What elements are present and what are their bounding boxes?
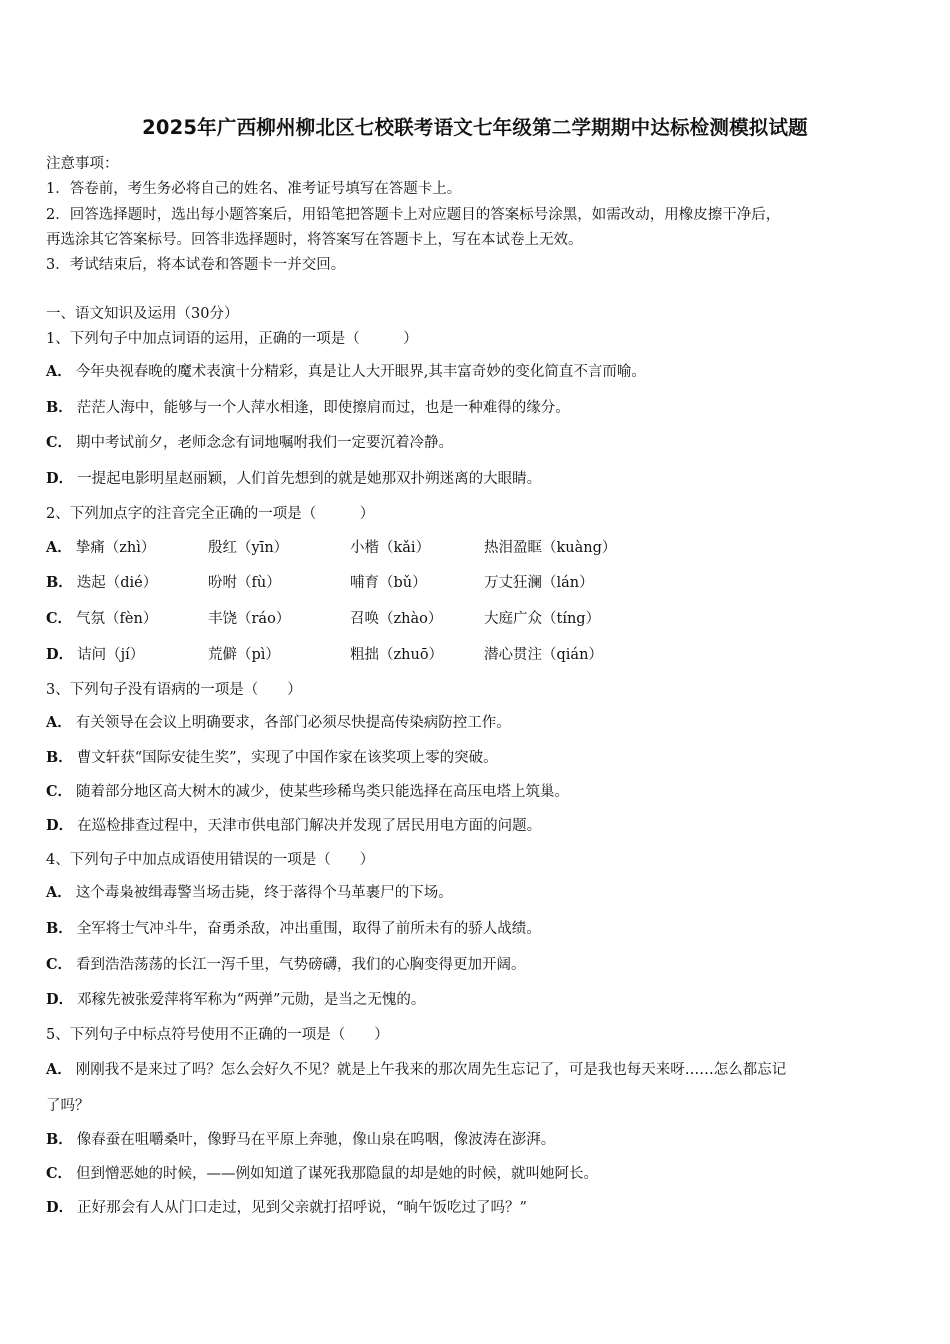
- option-text: 在巡检排查过程中，天津市供电部门解决并发现了居民用电方面的问题。: [77, 818, 542, 834]
- q5-option-d: [46, 1196, 527, 1217]
- question-2-stem: 2、下列加点字的注音完全正确的一项是（ ）: [46, 506, 375, 522]
- pinyin-item: 吩咐（fù）: [208, 575, 281, 591]
- option-letter: C．: [46, 1165, 73, 1182]
- q4-option-c: [46, 953, 526, 974]
- option-text: 刚刚我不是来过了吗？怎么会好久不见？就是上午我来的那次周先生忘记了，可是我也每天来呀……怎么都忘记: [75, 1062, 787, 1078]
- q1-option-b: [46, 396, 570, 417]
- notice-item: 1．答卷前，考生务必将自己的姓名、准考证号填写在答题卡上。: [46, 181, 462, 197]
- pinyin-item: 荒僻（pì）: [208, 647, 280, 663]
- option-letter: B．: [46, 399, 73, 416]
- pinyin-item: 小楷（kǎi）: [350, 540, 431, 556]
- option-letter: A．: [46, 363, 72, 380]
- option-text: 但到憎恶她的时候，——例如知道了谋死我那隐鼠的却是她的时候，就叫她阿长。: [76, 1166, 599, 1182]
- q3-option-b: [46, 746, 498, 767]
- pinyin-item: 热泪盈眶（kuàng）: [484, 540, 617, 556]
- option-letter: A．: [46, 539, 72, 556]
- pinyin-item: 潜心贯注（qián）: [484, 647, 603, 663]
- pinyin-item: 诘问（jí）: [77, 647, 145, 663]
- option-letter: B．: [46, 574, 73, 591]
- option-letter: B．: [46, 1131, 73, 1148]
- pinyin-item: 挚痛（zhì）: [75, 540, 156, 556]
- notice-item: 3．考试结束后，将本试卷和答题卡一并交回。: [46, 257, 346, 273]
- pinyin-item: 气氛（fèn）: [76, 611, 158, 627]
- q3-option-a: [46, 711, 511, 732]
- option-text: 一提起电影明星赵丽颖，人们首先想到的就是她那双扑朔迷离的大眼睛。: [77, 471, 542, 487]
- option-text: 期中考试前夕，老师念念有词地嘱咐我们一定要沉着冷静。: [76, 435, 454, 451]
- option-text: 像春蚕在咀嚼桑叶，像野马在平原上奔驰，像山泉在呜咽，像波涛在澎湃。: [76, 1132, 556, 1148]
- option-text: 今年央视春晚的魔术表演十分精彩，真是让人大开眼界,其丰富奇妙的变化简直不言而喻。: [75, 364, 646, 380]
- q5-option-c: [46, 1162, 598, 1183]
- q5-option-a-continued: 了吗？: [46, 1098, 90, 1114]
- option-letter: D．: [46, 817, 74, 834]
- notice-item: 再选涂其它答案标号。回答非选择题时，将答案写在答题卡上，写在本试卷上无效。: [46, 232, 583, 248]
- option-letter: D．: [46, 646, 74, 663]
- option-cell: [46, 536, 155, 557]
- question-4-stem: 4、下列句子中加点成语使用错误的一项是（ ）: [46, 852, 375, 868]
- q3-option-c: [46, 780, 569, 801]
- pinyin-item: 哺育（bǔ）: [350, 575, 427, 591]
- option-text: 曹文轩获“国际安徒生奖”，实现了中国作家在该奖项上零的突破。: [76, 750, 498, 766]
- option-cell: [46, 643, 144, 664]
- option-letter: B．: [46, 749, 73, 766]
- q1-option-c: [46, 431, 453, 452]
- question-1-stem: 1、下列句子中加点词语的运用，正确的一项是（ ）: [46, 331, 418, 347]
- pinyin-item: 召唤（zhào）: [350, 611, 443, 627]
- pinyin-item: 万丈狂澜（lán）: [484, 575, 594, 591]
- option-text: 随着部分地区高大树木的减少，使某些珍稀鸟类只能选择在高压电塔上筑巢。: [76, 784, 570, 800]
- option-letter: A．: [46, 714, 72, 731]
- option-text: 茫茫人海中，能够与一个人萍水相逢，即使擦肩而过，也是一种难得的缘分。: [76, 400, 570, 416]
- option-letter: C．: [46, 434, 73, 451]
- q4-option-d: [46, 988, 425, 1009]
- pinyin-item: 殷红（yīn）: [208, 540, 289, 556]
- option-text: 正好那会有人从门口走过，见到父亲就打招呼说，“晌午饭吃过了吗？”: [77, 1200, 527, 1216]
- exam-title: 2025年广西柳州柳北区七校联考语文七年级第二学期期中达标检测模拟试题: [142, 116, 808, 139]
- q1-option-d: [46, 467, 541, 488]
- option-letter: D．: [46, 1199, 74, 1216]
- option-text: 邓稼先被张爱萍将军称为“两弹”元勋，是当之无愧的。: [77, 992, 426, 1008]
- option-cell: [46, 607, 157, 628]
- option-letter: A．: [46, 884, 72, 901]
- q4-option-b: [46, 917, 541, 938]
- option-text: 看到浩浩荡荡的长江一泻千里，气势磅礴，我们的心胸变得更加开阔。: [76, 957, 526, 973]
- option-cell: [46, 571, 157, 592]
- section-heading: 一、语文知识及运用（30分）: [46, 306, 239, 322]
- notice-item: 2．回答选择题时，选出每小题答案后，用铅笔把答题卡上对应题目的答案标号涂黑，如需改动，用橡皮擦干净后，: [46, 207, 781, 223]
- pinyin-item: 迭起（dié）: [76, 575, 158, 591]
- option-text: 有关领导在会议上明确要求，各部门必须尽快提高传染病防控工作。: [75, 715, 511, 731]
- option-text: 全军将士气冲斗牛，奋勇杀敌，冲出重围，取得了前所未有的骄人战绩。: [76, 921, 541, 937]
- option-text: 这个毒枭被缉毒警当场击毙，终于落得个马革裹尸的下场。: [75, 885, 453, 901]
- q5-option-a: [46, 1058, 786, 1079]
- option-letter: D．: [46, 470, 74, 487]
- q1-option-a: [46, 360, 646, 381]
- pinyin-item: 粗拙（zhuō）: [350, 647, 444, 663]
- option-letter: A．: [46, 1061, 72, 1078]
- option-letter: C．: [46, 956, 73, 973]
- option-letter: D．: [46, 991, 74, 1008]
- q4-option-a: [46, 881, 453, 902]
- option-letter: C．: [46, 783, 73, 800]
- q5-option-b: [46, 1128, 555, 1149]
- pinyin-item: 丰饶（ráo）: [208, 611, 291, 627]
- question-3-stem: 3、下列句子没有语病的一项是（ ）: [46, 682, 302, 698]
- pinyin-item: 大庭广众（tíng）: [484, 611, 601, 627]
- option-letter: B．: [46, 920, 73, 937]
- question-5-stem: 5、下列句子中标点符号使用不正确的一项是（ ）: [46, 1027, 389, 1043]
- option-letter: C．: [46, 610, 73, 627]
- notice-heading: 注意事项：: [46, 156, 119, 172]
- q3-option-d: [46, 814, 541, 835]
